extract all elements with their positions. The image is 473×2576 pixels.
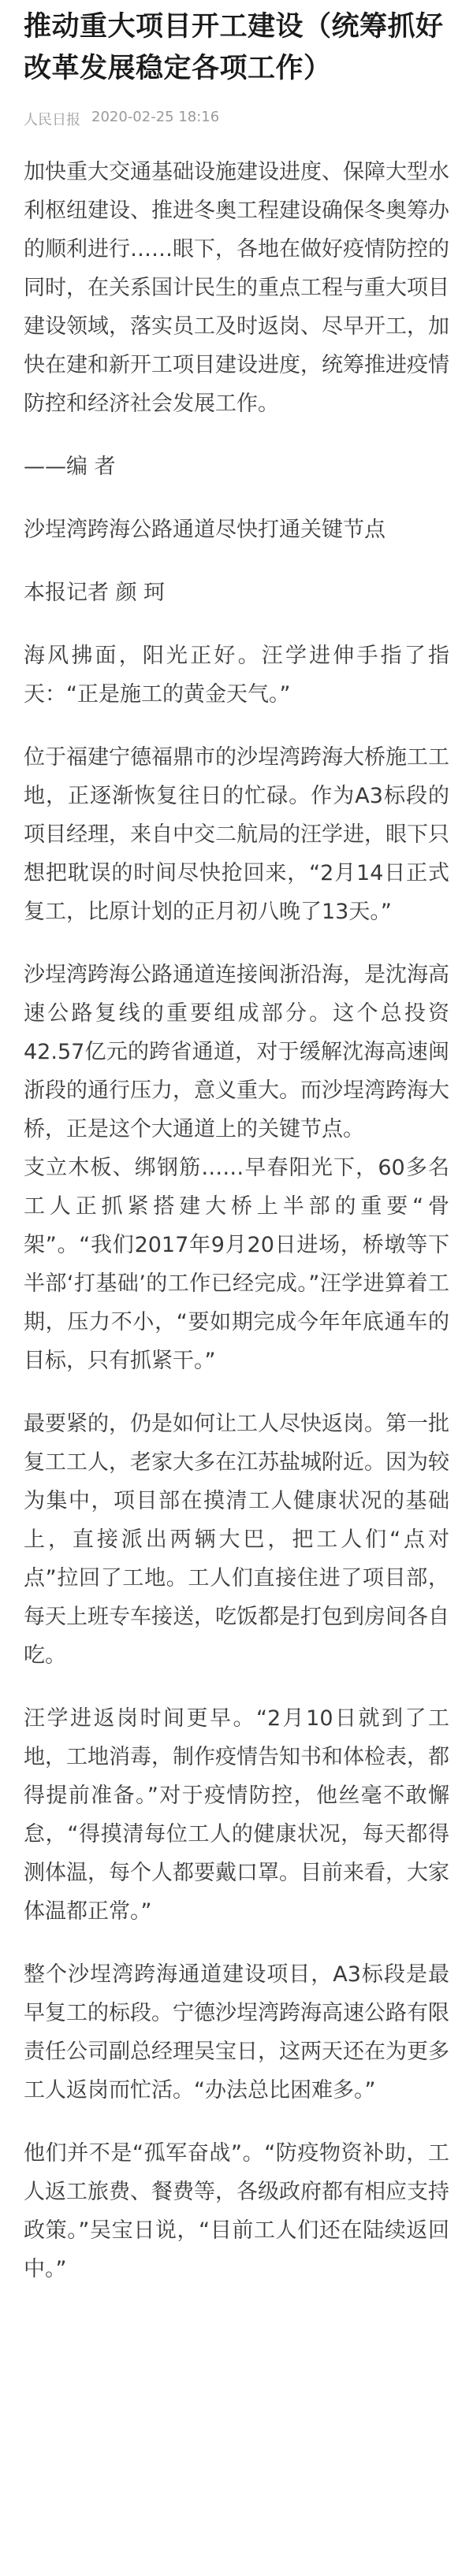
paragraph-body: 他们并不是“孤军奋战”。“防疫物资补助，工人返工旅费、餐费等，各级政府都有相应支持政策。”吴宝日说，“目前工人们还在陆续返回中。” [24,2141,449,2281]
paragraph-subtitle: 沙埕湾跨海公路通道尽快打通关键节点 [24,518,385,542]
paragraph-intro: 加快重大交通基础设施建设进度、保障大型水利枢纽建设、推进冬奥工程建设确保冬奥筹办的顺利进行……眼下，各地在做好疫情防控的同时，在关系国计民生的重点工程与重大项目建设领域，落实员工及时返岗、尽早开工，加快在建和新开工项目建设进度，统筹推进疫情防控和经济社会发展工作。 [24,160,449,416]
article-source[interactable]: 人民日报 [24,112,80,128]
paragraph-body: 沙埕湾跨海公路通道连接闽浙沿海，是沈海高速公路复线的重要组成部分。这个总投资42.57亿元的跨省通道，对于缓解沈海高速闽浙段的通行压力，意义重大。而沙埕湾跨海大桥，正是这个大通道上的关键节点。 [24,963,449,1141]
paragraph-editor-sign: ——编 者 [24,455,116,479]
paragraph-body: 最要紧的，仍是如何让工人尽快返岗。第一批复工工人，老家大多在江苏盐城附近。因为较为集中，项目部在摸清工人健康状况的基础上，直接派出两辆大巴，把工人们“点对点”拉回了工地。工人们直接住进了项目部，每天上班专车接送，吃饭都是打包到房间各自吃。 [24,1412,449,1668]
paragraph-body: 位于福建宁德福鼎市的沙埕湾跨海大桥施工工地，正逐渐恢复往日的忙碌。作为A3标段的项目经理，来自中交二航局的汪学进，眼下只想把耽误的时间尽快抢回来，“2月14日正式复工，比原计划的正月初八晚了13天。” [24,745,449,924]
paragraph-body: 整个沙埕湾跨海通道建设项目，A3标段是最早复工的标段。宁德沙埕湾跨海高速公路有限责任公司副总经理吴宝日，这两天还在为更多工人返岗而忙活。“办法总比困难多。” [24,1962,449,2103]
article-meta [24,109,449,129]
article-title: 推动重大项目开工建设（统筹抓好改革发展稳定各项工作） [24,11,444,84]
paragraph-byline: 本报记者 颜 珂 [24,581,166,605]
paragraph-body: 海风拂面，阳光正好。汪学进伸手指了指天：“正是施工的黄金天气。” [24,644,449,707]
paragraph-body: 支立木板、绑钢筋……早春阳光下，60多名工人正抓紧搭建大桥上半部的重要“骨架”。“我们2017年9月20日进场，桥墩等下半部‘打基础’的工作已经完成。”汪学进算着工期，压力不小，“要如期完成今年年底通车的目标，只有抓紧干。” [24,1156,449,1373]
article-datetime: 2020-02-25 18:16 [91,109,220,125]
article-body [24,153,449,2288]
paragraph-body: 汪学进返岗时间更早。“2月10日就到了工地，工地消毒，制作疫情告知书和体检表，都得提前准备。”对于疫情防控，他丝毫不敢懈怠，“得摸清每位工人的健康状况，每天都得测体温，每个人都要戴口罩。目前来看，大家体温都正常。” [24,1706,449,1924]
